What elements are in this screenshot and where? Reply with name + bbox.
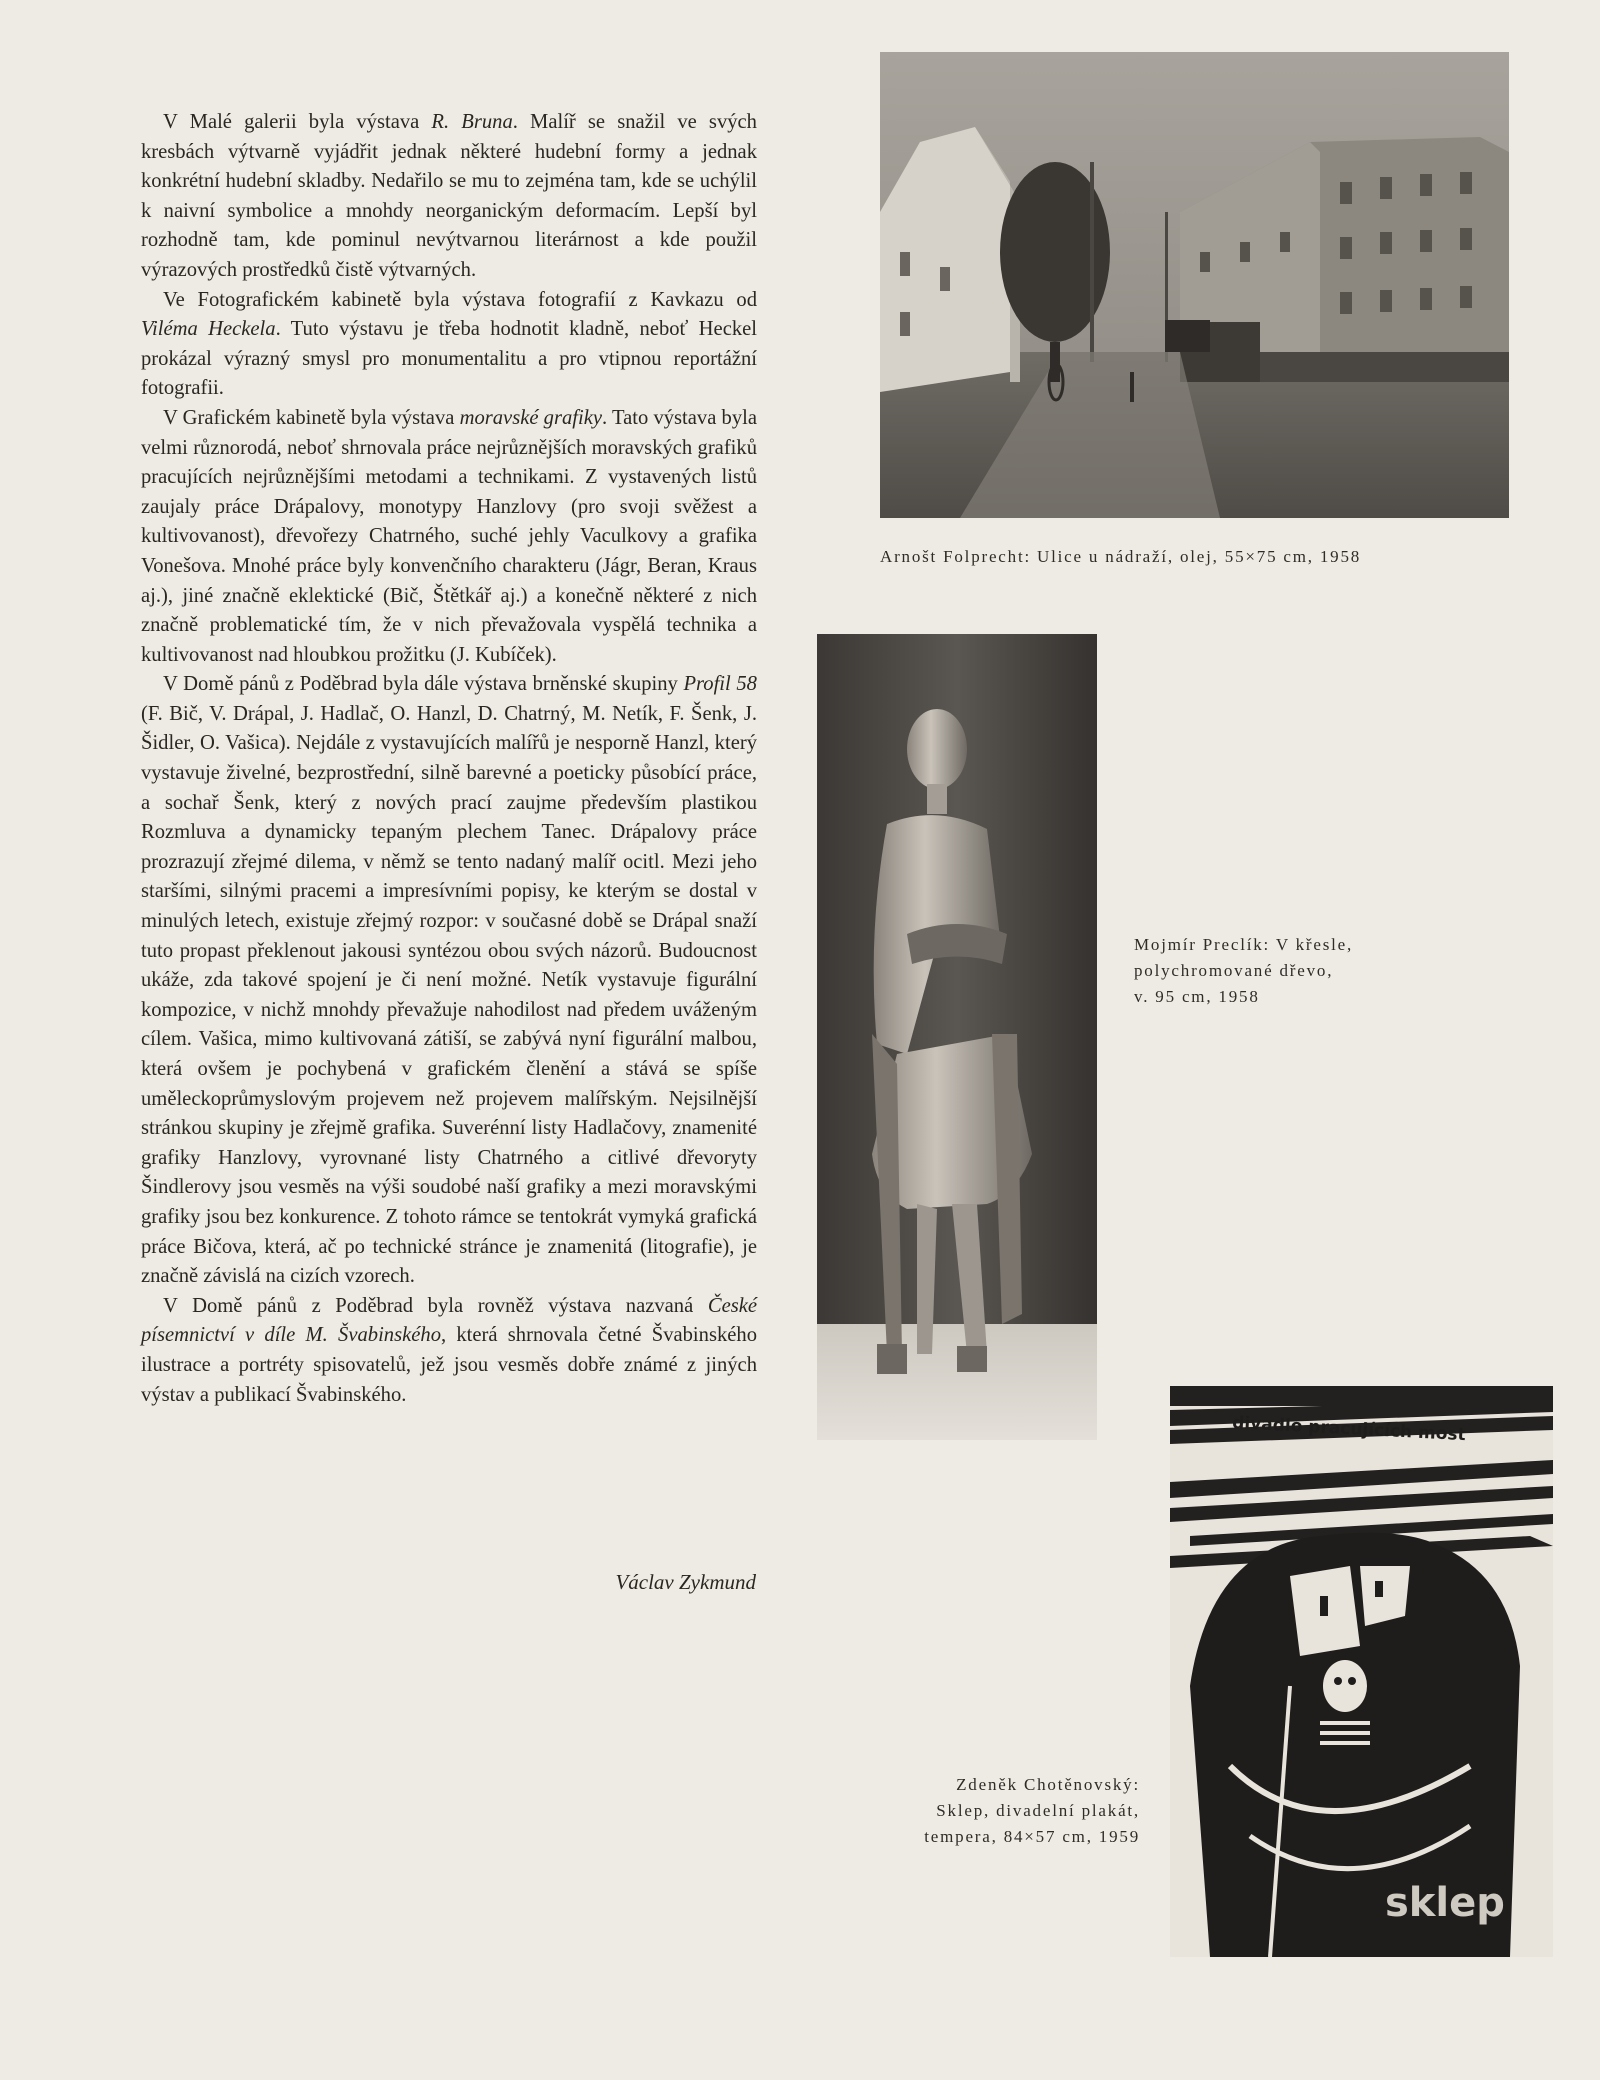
caption-sculpture	[1134, 932, 1434, 1010]
caption-line: Mojmír Preclík: V křesle,	[1134, 935, 1354, 954]
text: (F. Bič, V. Drápal, J. Hadlač, O. Hanzl, D. Chatrný, M. Netík, F. Šenk, J. Šidler, O. Vašica). Nejdále z vystavujících malířů je nesporně Hanzl, který vystavuje živelné, bezprostřední, silně barevné a poeticky působící práce, a sochař Šenk, který z nových prací zaujme především plastikou Rozmluva a dynamicky tepaným plechem Tanec. Drápalovy práce prozrazují zřejmé dilema, v němž se tento nadaný malíř ocitl. Mezi jeho staršími, silnými pracemi a impresívními popisy, ke kterým se dostal v minulých letech, existuje zřejmý rozpor: v současné době se Drápal snaží tuto propast překlenout jakousi syntézou obou svých názorů. Budoucnost ukáže, zda takové spojení je či není možné. Netík vystavuje figurální kompozice, v nichž mnohdy převažuje nahodilost nad předem uváženým cílem. Vašica, mimo kultivovaná zátiší, se zabývá nyní figurální malbou, která ovšem je pochybená v grafickém členění a stává se spíše uměleckoprůmyslovým projevem než projevem malířským. Nejsilnější stránkou skupiny je zřejmě grafika. Suverénní listy Hadlačovy, znamenité grafiky Hanzlovy, vyrovnané listy Chatrného a citlivé dřevoryty Šindlerovy jsou vesměs na výši soudobé naší grafiky a mezi moravskými grafiky jsou bez konkurence. Z tohoto rámce se tentokrát vymyká grafická práce Bičova, která, ač po technické stránce je znamenitá (litografie), je značně závislá na cizích vzorech.	[141, 702, 757, 1288]
poster-top-text: divadlo pracujících most	[1231, 1413, 1467, 1446]
text: V Malé galerii byla výstava	[163, 111, 432, 133]
painting-street-photo	[880, 52, 1509, 518]
paragraph-2	[141, 286, 757, 404]
poster-bottom-text: sklep	[1385, 1880, 1505, 1926]
artist-name: R. Bruna	[431, 111, 513, 133]
sculpture-photo	[817, 634, 1097, 1440]
paragraph-1	[141, 108, 757, 286]
text: V Grafickém kabinetě byla výstava	[163, 406, 460, 429]
paragraph-3	[141, 404, 757, 670]
text: V Domě pánů z Poděbrad byla dále výstava brněnské skupiny	[163, 673, 684, 696]
text: , která shrnovala četné Švabinského ilustrace a portréty spisovatelů, jež jsou vesměs dobře známé z jiných výstav a publikací Švabinského.	[141, 1324, 757, 1406]
text: V Domě pánů z Poděbrad byla rovněž výstava nazvaná	[163, 1294, 708, 1317]
article-text	[141, 108, 757, 1410]
paragraph-5	[141, 1292, 757, 1410]
text: Ve Fotografickém kabinetě byla výstava fotografií z Kavkazu od	[163, 288, 757, 311]
text: . Tuto výstavu je třeba hodnotit kladně, neboť Heckel prokázal výrazný smysl pro monumentalitu a pro vtipnou reportážní fotografii.	[141, 318, 757, 400]
text: . Malíř se snažil ve svých kresbách výtvarně vyjádřit jednak některé hudební formy a jednak konkrétní hudební skladby. Nedařilo se mu to zejména tam, kde se uchýlil k naivní symbolice a mnohdy neorganickým deformacím. Lepší byl rozhodně tam, kde pominul nevýtvarnou literárnost a kde použil výrazových prostředků čistě výtvarných.	[141, 111, 757, 281]
text: . Tato výstava byla velmi různorodá, neboť shrnovala práce nejrůznějších moravských grafiků pracujících nejrůznějšími metodami a technikami. Z vystavených listů zaujaly práce Drápalovy, monotypy Hanzlovy (pro svoji svěžest a kultivovanost), dřevořezy Chatrného, suché jehly Vaculkovy a grafika Vonešova. Mnohé práce byly konvenčního charakteru (Jágr, Beran, Kraus aj.), jiné značně eklektické (Bič, Štětkář aj.) a konečně některé z nich značně problematické tím, že v nich převažovala vyspělá technika a kultivovanost nad hloubkou prožitku (J. Kubíček).	[141, 406, 757, 666]
paragraph-4	[141, 670, 757, 1291]
caption-poster	[820, 1772, 1140, 1850]
theatre-poster	[1170, 1386, 1553, 1957]
artist-name: Viléma Heckela	[141, 318, 276, 341]
caption-painting: Arnošt Folprecht: Ulice u nádraží, olej, 55×75 cm, 1958	[880, 547, 1362, 566]
caption-line: Zdeněk Chotěnovský:	[956, 1775, 1140, 1794]
caption-line: v. 95 cm, 1958	[1134, 987, 1260, 1006]
author-signature: Václav Zykmund	[615, 1570, 756, 1594]
caption-line: Sklep, divadelní plakát,	[936, 1801, 1140, 1820]
caption-line: polychromované dřevo,	[1134, 961, 1334, 980]
caption-line: tempera, 84×57 cm, 1959	[924, 1827, 1140, 1846]
exhibition-name: České písemnictví v díle M. Švabinského	[141, 1294, 757, 1347]
exhibition-name: moravské grafiky	[459, 406, 603, 429]
group-name: Profil 58	[683, 673, 757, 696]
